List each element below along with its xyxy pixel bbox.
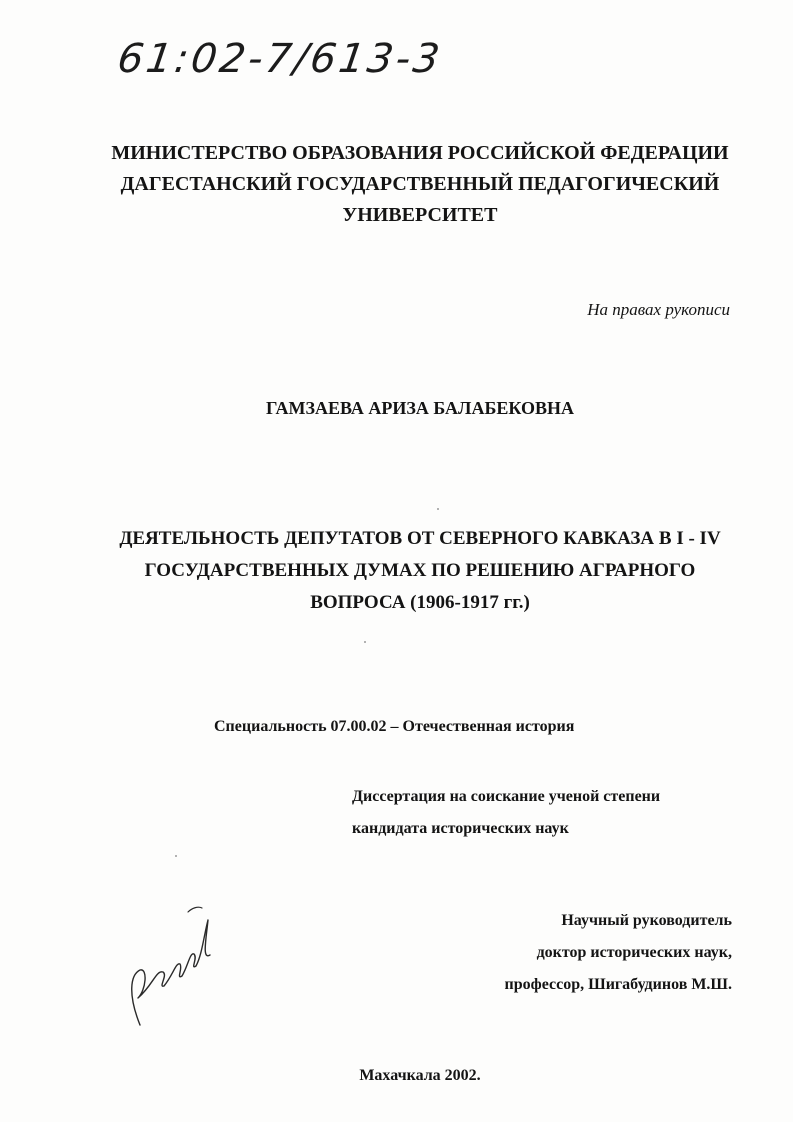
university-line-cont: УНИВЕРСИТЕТ xyxy=(342,204,498,226)
handwritten-signature xyxy=(118,900,218,1030)
supervisor-degree: доктор исторических наук, xyxy=(536,944,732,961)
supervisor-role: Научный руководитель xyxy=(561,912,732,929)
title-line: ГОСУДАРСТВЕННЫХ ДУМАХ ПО РЕШЕНИЮ АГРАРНОГО xyxy=(144,560,696,581)
scan-speck xyxy=(364,641,366,643)
city-year: Махачкала 2002. xyxy=(359,1067,481,1084)
scan-speck xyxy=(175,855,177,857)
rights-note: На правах рукописи xyxy=(587,300,730,319)
author-name: ГАМЗАЕВА АРИЗА БАЛАБЕКОВНА xyxy=(266,398,574,418)
specialty: Специальность 07.00.02 – Отечественная история xyxy=(214,718,575,735)
university-line: ДАГЕСТАНСКИЙ ГОСУДАРСТВЕННЫЙ ПЕДАГОГИЧЕСКИЙ xyxy=(120,173,720,195)
supervisor-block xyxy=(420,905,732,1001)
degree-statement xyxy=(352,781,660,845)
title-line: ДЕЯТЕЛЬНОСТЬ ДЕПУТАТОВ ОТ СЕВЕРНОГО КАВКАЗА В I - IV xyxy=(119,528,721,549)
degree-line: кандидата исторических наук xyxy=(352,820,569,837)
ministry-line: МИНИСТЕРСТВО ОБРАЗОВАНИЯ РОССИЙСКОЙ ФЕДЕРАЦИИ xyxy=(111,142,729,164)
ministry-header xyxy=(100,138,740,231)
supervisor-name: профессор, Шигабудинов М.Ш. xyxy=(504,976,732,993)
degree-line: Диссертация на соискание ученой степени xyxy=(352,788,661,805)
dissertation-title xyxy=(100,523,740,619)
archive-code-handwritten: 61:02-7/613-3 xyxy=(114,36,446,82)
title-line: ВОПРОСА (1906-1917 гг.) xyxy=(310,592,530,613)
scan-speck xyxy=(437,508,439,510)
